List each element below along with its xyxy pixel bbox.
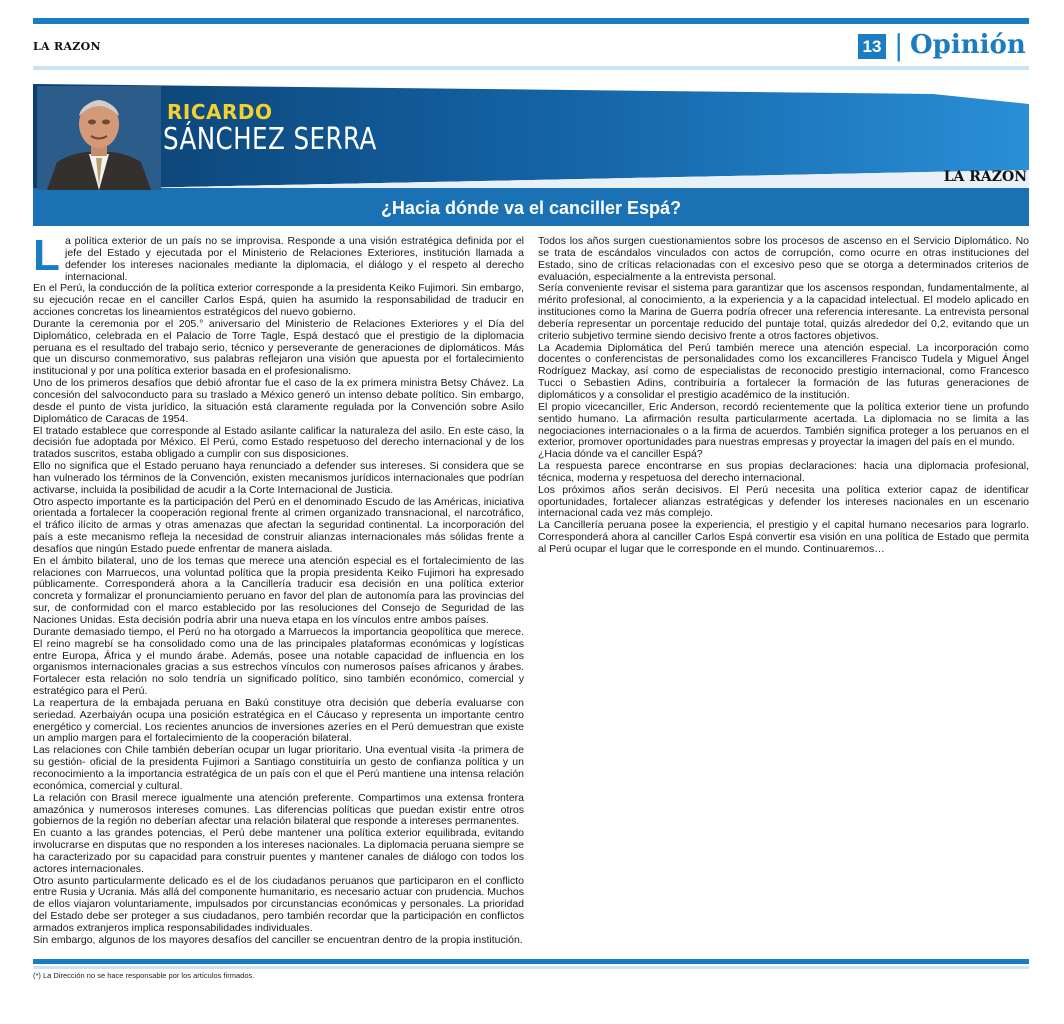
top-rule [33,18,1029,24]
article-paragraph: Durante demasiado tiempo, el Perú no ha otorgado a Marruecos la importancia geopolítica que merece. El reino magrebí se ha consolidado como una de las principales plataformas económicas y logísticas entre Europa, África y el mundo árabe. Además, posee una notable capacidad de influencia en los organismos internacionales gracias a sus estrechos vínculos con numerosos países africanos y árabes. Fortalecer esta relación no solo tendría un significado político, sino también económico, comercial y estratégico para el Perú. [33,625,524,698]
article-subheading: ¿Hacia dónde va el canciller Espá? [538,448,703,461]
bottom-rule [33,959,1029,964]
article-paragraph: Ello no significa que el Estado peruano haya renunciado a defender sus intereses. Si considera que se han vulnerado los términos de la Convención, existen mecanismos jurídicos internacionales que podrían activarse, incluida la posibilidad de acudir a la Corte Internacional de Justicia. [33,460,524,496]
article-paragraph: Uno de los primeros desafíos que debió afrontar fue el caso de la ex primera ministra Betsy Chávez. La concesión del salvoconducto para su traslado a México generó un intenso debate político. Sin embargo, desde el punto de vista jurídico, la situación está claramente regulada por la Convención sobre Asilo Diplomático de Caracas de 1954. [33,377,524,425]
author-photo [37,86,161,190]
article-paragraph: Otro aspecto importante es la participación del Perú en el denominado Escudo de las Américas, iniciativa orientada a fortalecer la cooperación regional frente al crimen organizado transnacional, el narcotráfico, el tráfico ilícito de armas y otras amenazas que afectan la seguridad continental. La incorporación del país a este mecanismo refleja la necesidad de construir alianzas internacionales más sólidas frente a desafíos que ningún Estado puede enfrentar de manera aislada. [33,495,524,555]
article-body [33,231,1029,954]
author-first-name: RICARDO [167,100,273,124]
drop-cap: L [33,231,60,280]
article-paragraph: Sin embargo, algunos de los mayores desafíos del canciller se encuentran dentro de la propia institución. [33,933,523,946]
bottom-underline [33,966,1029,969]
article-paragraph: En el Perú, la conducción de la política exterior corresponde a la presidenta Keiko Fujimori. Sin embargo, su ejecución recae en el canciller Carlos Espá, quien ha asumido la responsabilidad de traducir en acciones concretas los lineamientos estratégicos del nuevo gobierno. [33,282,524,319]
article-paragraph: La relación con Brasil merece igualmente una atención preferente. Compartimos una extensa frontera amazónica y numerosos intereses comunes. Las diferencias políticas que puedan existir entre otros gobiernos de la región no deberían afectar una relación bilateral que responde a intereses permanentes. [33,791,524,828]
article-paragraph: Durante la ceremonia por el 205.° aniversario del Ministerio de Relaciones Exteriores y el Día del Diplomático, celebrada en el Palacio de Torre Tagle, Espá destacó que el prestigio de la diplomacia peruana es el resultado del trabajo serio, técnico y perseverante de generaciones de diplomáticos. Más que un discurso conmemorativo, sus palabras reflejaron una visión que apuesta por el fortalecimiento institucional y por una política exterior basada en el profesionalismo. [33,317,524,378]
article-paragraph: La respuesta parece encontrarse en sus propias declaraciones: hacia una diplomacia profesional, técnica, moderna y respetuosa del derecho internacional. [538,460,1029,484]
article-paragraph: La Academia Diplomática del Perú también merece una atención especial. La incorporación como docentes o conferencistas de personalidades como los excancilleres Francisco Tudela y Miguel Ángel Rodríguez Mackay, así como de especialistas de reconocido prestigio internacional, como Francesco Tucci o Sebastien Adins, contribuiría a fortalecer la formación de las futuras generaciones de diplomáticos y a consolidar el prestigio académico de la institución. [538,341,1029,401]
banner-brand-logo: LA RAZON [943,169,1027,185]
author-banner [33,84,1029,226]
article-paragraph: En cuanto a las grandes potencias, el Perú debe mantener una política exterior equilibrada, evitando involucrarse en disputas que no responden a los intereses nacionales. La diplomacia peruana siempre se ha caracterizado por su capacidad para construir puentes y mantener canales de diálogo con todos los actores internacionales. [33,827,524,875]
article-paragraph: El propio vicecanciller, Eric Anderson, recordó recientemente que la política exterior tiene un profundo sentido humano. La afirmación resulta particularmente acertada. La diplomacia no se limita a las negociaciones internacionales o a la firma de acuerdos. También significa proteger a los peruanos en el exterior, promover oportunidades para nuestras empresas y proyectar la imagen del país en el mundo. [538,400,1029,449]
author-last-name: SÁNCHEZ SERRA [163,122,377,157]
section-title: Opinión [910,30,1026,60]
article-paragraph: Sería conveniente revisar el sistema para garantizar que los ascensos respondan, fundamentalmente, al mérito profesional, al conocimiento, a la experiencia y a la capacidad intelectual. El modelo aplicado en instituciones como la Marina de Guerra podría ofrecer una referencia interesante. La entrevista personal debería representar un porcentaje reducido del puntaje total, quizás alrededor del 0,2, evitando que un criterio subjetivo termine siendo decisivo frente a otros factores objetivos. [538,282,1029,342]
article-headline: ¿Hacia dónde va el canciller Espá? [380,198,682,218]
article-paragraph: La política exterior de un país no se improvisa. Responde a una visión estratégica definida por el jefe del Estado y ejecutada por el Ministerio de Relaciones Exteriores, institución llamada a defender los intereses nacionales mediante la diplomacia, el diálogo y el respeto al derecho internacional. [33,231,524,283]
article-paragraph: En el ámbito bilateral, uno de los temas que merece una atención especial es el fortalecimiento de las relaciones con Marruecos, una voluntad política que la propia presidenta Keiko Fujimori ha expresado públicamente. Corresponderá ahora a la Cancillería traducir esa decisión en una política exterior concreta y formalizar el pronunciamiento peruano en favor del plan de autonomía para las provincias del sur, de conformidad con el marco establecido por las resoluciones del Consejo de Seguridad de las Naciones Unidas. Esta decisión podría abrir una nueva etapa en los vínculos entre ambos países. [33,554,524,626]
article-paragraph: La Cancillería peruana posee la experiencia, el prestigio y el capital humano necesarios para lograrlo. Corresponderá ahora al canciller Carlos Espá convertir esa visión en una política de Estado que permita al Perú ocupar el lugar que le corresponde en el mundo. Continuaremos… [538,519,1029,555]
section-separator: | [894,29,904,62]
article-paragraph: Los próximos años serán decisivos. El Perú necesita una política exterior capaz de identificar oportunidades, fortalecer alianzas estratégicas y defender los intereses nacionales en un escenario internacional cada vez más complejo. [538,483,1029,520]
article-paragraph: El tratado establece que corresponde al Estado asilante calificar la naturaleza del asilo. En este caso, la decisión fue adoptada por México. El Perú, como Estado respetuoso del derecho internacional y de los tratados suscritos, estaba obligado a cumplir con sus disposiciones. [33,424,524,461]
article-paragraph: La reapertura de la embajada peruana en Bakú constituye otra decisión que debería evaluarse con seriedad. Azerbaiyán ocupa una posición estratégica en el Cáucaso y representa un importante centro energético y comercial. Los recientes anuncios de inversiones azeríes en el Perú demuestran que existe un amplio margen para el fortalecimiento de la cooperación bilateral. [33,696,524,745]
disclaimer-footnote: (*) La Dirección no se hace responsable por los artículos firmados. [33,971,255,980]
article-paragraph: Todos los años surgen cuestionamientos sobre los procesos de ascenso en el Servicio Diplomático. No se trata de escándalos vinculados con actos de corrupción, como ocurre en otras instituciones del Estado, sino de críticas relacionadas con el excesivo peso que se otorga a determinados criterios de evaluación, especialmente a la entrevista personal. [538,235,1029,283]
article-paragraph: Otro asunto particularmente delicado es el de los ciudadanos peruanos que participaron en el conflicto entre Rusia y Ucrania. Más allá del componente humanitario, es necesario actuar con prudencia. Muchos de ellos viajaron voluntariamente, impulsados por circunstancias económicas y personales. La prioridad del Estado debe ser proteger a sus ciudadanos, pero también recordar que la participación en conflictos armados extranjeros implica responsabilidades individuales. [33,874,524,934]
page-number-badge: 13 [858,34,886,59]
newspaper-brand: LA RAZON [33,40,101,53]
header-underline [33,66,1029,70]
article-paragraph: Las relaciones con Chile también deberían ocupar un lugar prioritario. Una eventual visita -la primera de su gestión- oficial de la presidenta Fujimori a Santiago constituiría un gesto de confianza política y un reconocimiento a la importancia estratégica de un país con el que el Perú mantiene una intensa relación económica, comercial y cultural. [33,744,524,792]
